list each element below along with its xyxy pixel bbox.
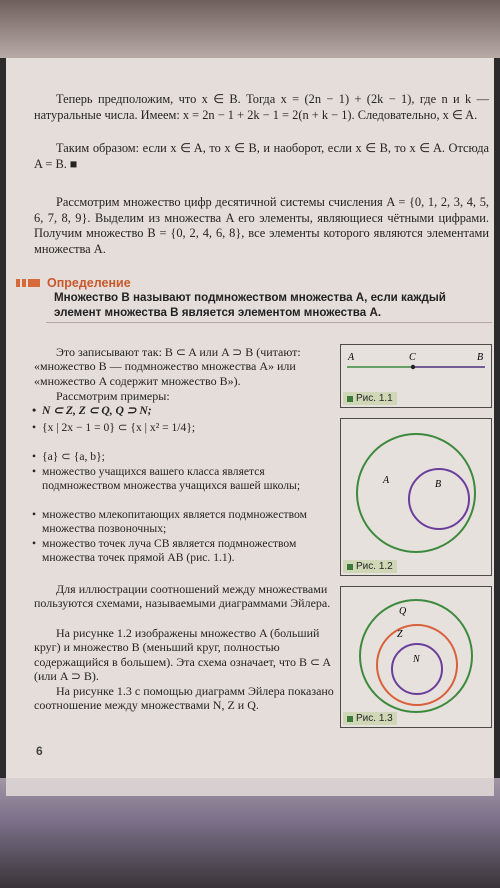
circle-a: [357, 434, 475, 552]
figure-caption-text: Рис. 1.1: [356, 393, 393, 404]
figure-caption: [343, 560, 397, 573]
figure-1-2: [340, 418, 492, 576]
set-q-label: Q: [399, 606, 407, 617]
page-top-margin: [0, 0, 500, 58]
bullet-item: • N ⊂ Z, Z ⊂ Q, Q ⊃ N;: [42, 404, 332, 418]
definition-text: Множество B называют подмножеством множества A, если каждый элемент множества B является элементом множества A.: [54, 291, 446, 319]
definition-header: [16, 276, 131, 290]
page-bottom-background: [0, 778, 500, 888]
paragraph-5: Для иллюстрации соотношений между множествами пользуются схемами, называемыми диаграммами Эйлера.: [34, 582, 331, 611]
bullet-item: • множество точек луча CB является подмножеством множества точек прямой AB (рис. 1.1).: [42, 537, 332, 565]
caption-marker-icon: [347, 716, 353, 722]
definition-marker-icon: [16, 278, 42, 288]
definition-title: Определение: [47, 276, 131, 290]
set-a-label: A: [383, 475, 390, 486]
set-z-label: Z: [397, 629, 403, 640]
bullet-item: • {a} ⊂ {a, b};: [42, 450, 332, 464]
point-c-label: C: [409, 352, 416, 363]
definition-divider: [46, 322, 492, 323]
point-a-label: A: [348, 352, 355, 363]
circle-b: [409, 469, 469, 529]
figure-1-3: [340, 586, 492, 728]
figure-1-1: [340, 344, 492, 408]
figure-caption: [343, 712, 397, 725]
figure-caption-text: Рис. 1.3: [356, 713, 393, 724]
point-b-label: B: [477, 352, 484, 363]
page-number: 6: [36, 744, 43, 758]
bullet-item: • множество млекопитающих является подмножеством множества позвоночных;: [42, 508, 332, 536]
bullet-item: • множество учащихся вашего класса является подмножеством множества учащихся вашей школы;: [42, 465, 332, 493]
page-bottom-edge: [6, 778, 494, 796]
caption-marker-icon: [347, 564, 353, 570]
paragraph-4: Это записывают так: B ⊂ A или A ⊃ B (читают: «множество B — подмножество множества A» или «множество A содержит множество B»).: [34, 345, 301, 388]
bullet-item: • {x | 2x − 1 = 0} ⊂ {x | x² = 1/4};: [42, 421, 332, 435]
figure-caption-text: Рис. 1.2: [356, 561, 393, 572]
figure-caption: [343, 392, 397, 405]
circle-n: [392, 644, 442, 694]
caption-marker-icon: [347, 396, 353, 402]
set-n-label: N: [413, 654, 420, 665]
set-b-label: B: [435, 479, 442, 490]
textbook-page: [6, 58, 494, 778]
euler-diagram-nzq: [341, 587, 491, 727]
examples-intro: Рассмотрим примеры:: [56, 389, 170, 403]
paragraph-7: На рисунке 1.3 с помощью диаграмм Эйлера показано соотношение между множествами N, Z и Q.: [34, 684, 334, 713]
paragraph-1: Теперь предположим, что x ∈ B. Тогда x = (2n − 1) + (2k − 1), где n и k — натуральные числа. Имеем: x = 2n − 1 + 2k − 1 = 2(n + k − 1). Следовательно, x ∈ A.: [34, 92, 489, 122]
paragraph-3: Рассмотрим множество цифр десятичной системы счисления A = {0, 1, 2, 3, 4, 5, 6, 7, 8, 9}. Выделим из множества A его элементы, являющиеся чётными цифрами. Получим множество B = {0, 2, 4, 6, 8}, все элементы которого являются элементами множества A.: [34, 195, 489, 256]
point-c: [411, 365, 415, 369]
paragraph-6: На рисунке 1.2 изображены множество A (больший круг) и множество B (меньший круг, полностью содержащийся в большем). Эта схема означает, что B ⊂ A (или A ⊃ B).: [34, 626, 331, 683]
euler-diagram-ab: [341, 419, 491, 575]
paragraph-2: Таким образом: если x ∈ A, то x ∈ B, и наоборот, если x ∈ B, то x ∈ A. Отсюда A = B. ■: [34, 141, 489, 171]
